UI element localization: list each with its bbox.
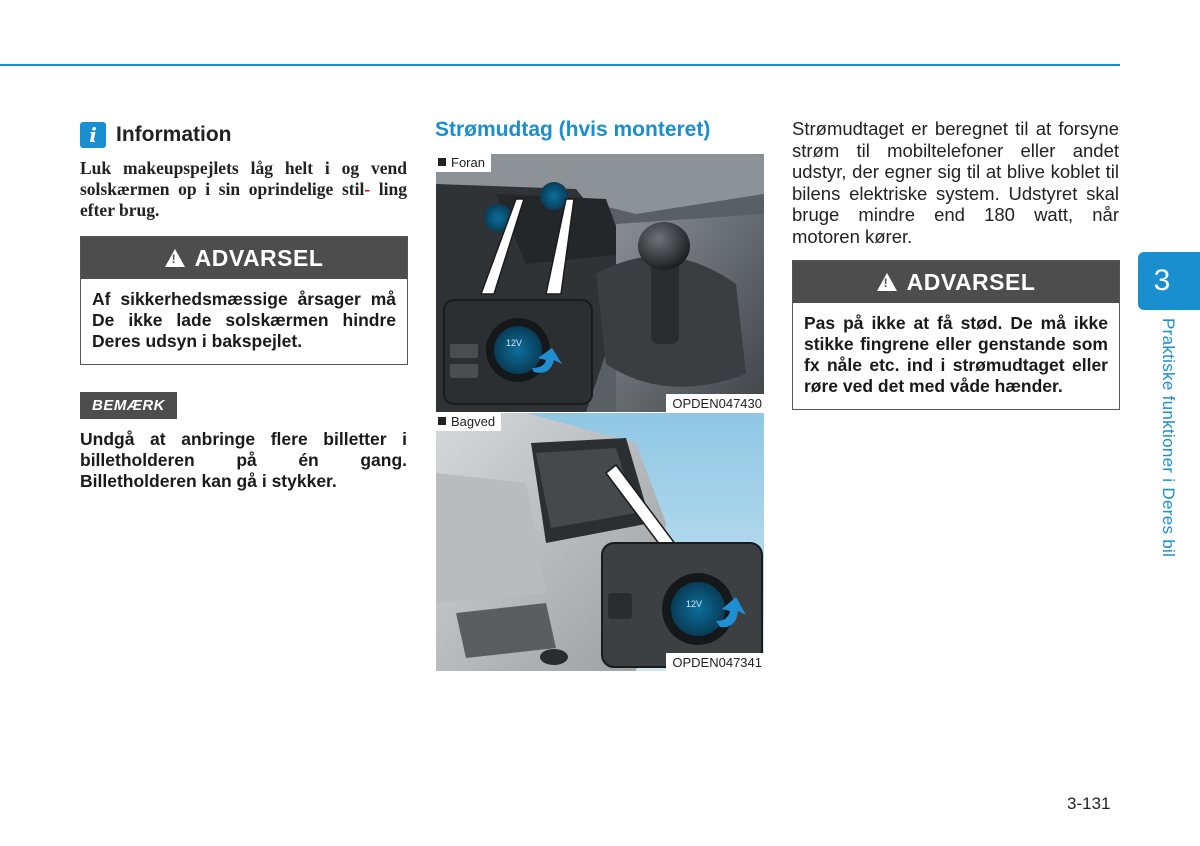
top-rule [0, 64, 1120, 66]
chapter-title-vertical [1148, 318, 1178, 580]
photo-code-rear: OPDEN047341 [666, 653, 764, 671]
photo-front [436, 154, 764, 412]
outlet-description: Strømudtaget er beregnet til at forsyne strøm til mobiltelefoner eller andet udstyr, der egner sig til at blive koblet til bilens elektriske system. Udstyret skal bruge mindre end 180 watt, når motoren kører. [792, 118, 1119, 247]
warning-title-left: ADVARSEL [194, 244, 324, 271]
info-text-hyphen: - [364, 179, 371, 199]
photo-rear [436, 413, 764, 671]
front-socket-label: 12V [506, 338, 523, 348]
info-icon: i [80, 122, 106, 148]
section-title: Strømudtag (hvis monteret) [435, 118, 711, 141]
note-text: Undgå at anbringe flere billetter i billetholderen på én gang. Billetholderen kan gå i stykker. [80, 429, 407, 491]
info-text-end: ling efter brug. [80, 179, 407, 220]
warning-text-left: Af sikkerhedsmæssige årsager må De ikke lade solskærmen hindre Deres udsyn i bakspejlet. [92, 289, 396, 351]
chapter-title: Praktiske funktioner i Deres bil [1159, 318, 1178, 558]
warning-text-right: Pas på ikke at få stød. De må ikke stikke fingrene eller genstande som fx nåle etc. ind i strømudtaget eller røre ved det med våde hænder. [804, 313, 1108, 396]
warning-triangle-icon: ! [877, 273, 897, 291]
rear-socket-label: 12V [686, 599, 703, 609]
info-text-main: Luk makeupspejlets låg helt i og vend solskærmen op i sin oprindelige stil [80, 158, 407, 199]
info-text [80, 158, 407, 221]
warning-header-left [81, 237, 407, 279]
page-number: 3-131 [1067, 794, 1111, 813]
warning-header-right [793, 261, 1119, 303]
warning-box-left [80, 236, 408, 365]
rear-trunk-illustration [436, 413, 764, 671]
note-badge: BEMÆRK [80, 392, 177, 419]
photo-code-front: OPDEN047430 [666, 394, 764, 412]
warning-box-right [792, 260, 1120, 410]
front-console-illustration [436, 154, 764, 412]
info-title: Information [116, 123, 232, 146]
photo-label-front: Foran [436, 154, 491, 172]
photo-label-rear: Bagved [436, 413, 501, 431]
warning-title-right: ADVARSEL [906, 268, 1036, 295]
chapter-number: 3 [1138, 252, 1186, 310]
info-header [80, 122, 232, 148]
warning-triangle-icon: ! [165, 249, 185, 267]
